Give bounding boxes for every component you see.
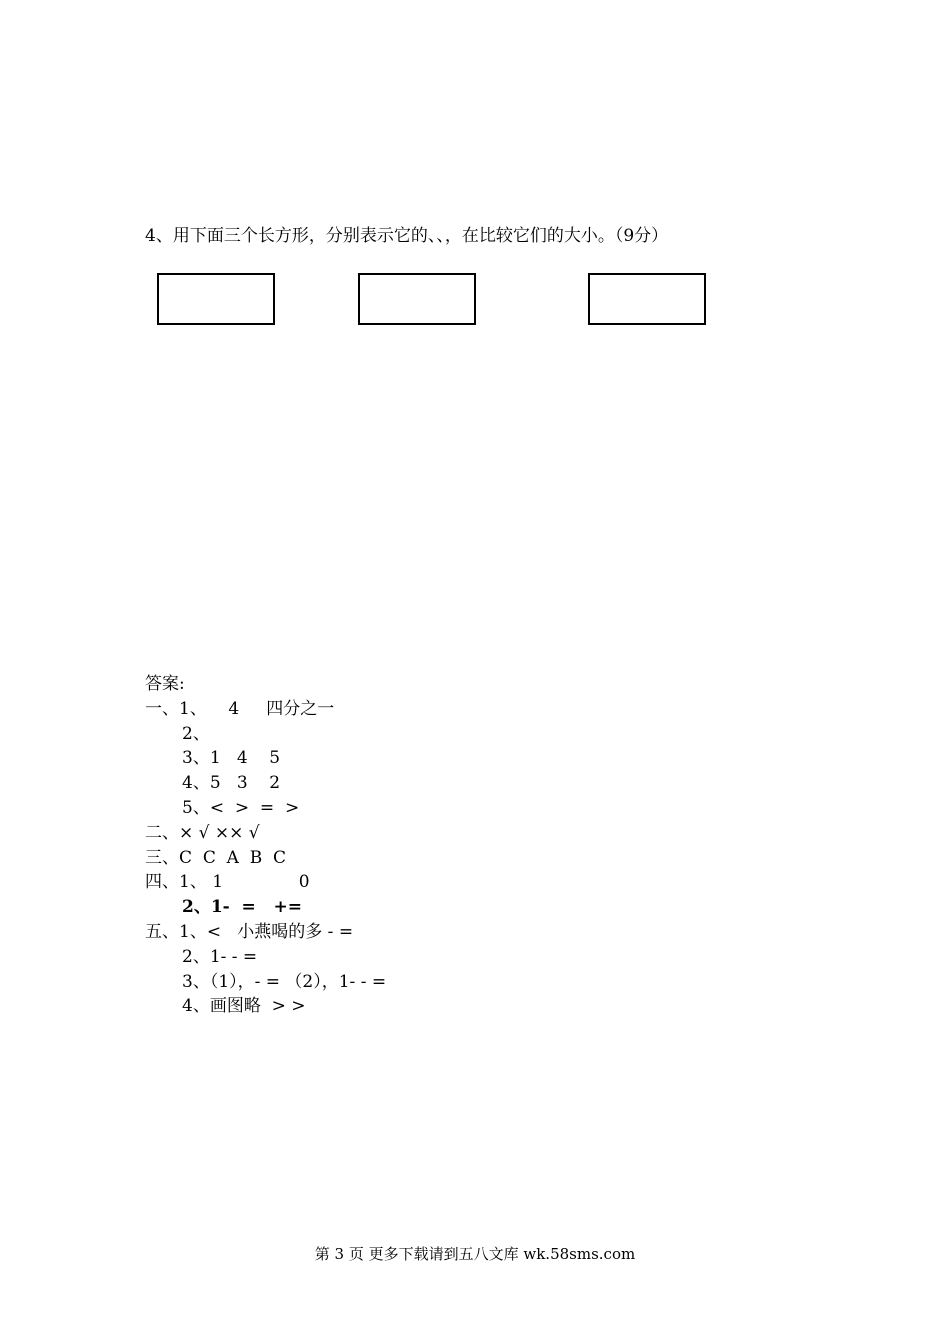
answer-line-9: 2、1- = += [182, 897, 303, 918]
question-4-text: 4、用下面三个长方形，分别表示它的、、，在比较它们的大小。（9分） [145, 226, 669, 246]
page-footer: 第 3 页 更多下载请到五八文库 wk.58sms.com [314, 1245, 636, 1263]
rectangle-2 [358, 273, 476, 325]
answer-line-5: 5、< > = > [182, 797, 300, 818]
answer-line-13: 4、画图略 > > [182, 996, 306, 1017]
rectangle-1 [157, 273, 275, 325]
answer-line-8: 四、1、 1 0 [145, 872, 310, 893]
answer-line-11: 2、1- - = [182, 946, 258, 967]
answer-line-1: 一、1、 4 四分之一 [145, 698, 335, 719]
answer-line-3: 3、1 4 5 [182, 748, 281, 769]
answer-line-2: 2、 [182, 723, 210, 744]
answer-line-10: 五、1、< 小燕喝的多 - = [145, 921, 354, 942]
answer-section [145, 672, 386, 1019]
answer-line-6: 二、× √ ×× √ [145, 822, 260, 843]
answer-line-4: 4、5 3 2 [182, 773, 281, 794]
answer-line-12: 3、（1），- = （2），1- - = [182, 971, 387, 992]
answer-line-7: 三、C C A B C [145, 847, 287, 868]
answer-heading: 答案: [145, 674, 185, 694]
rectangle-3 [588, 273, 706, 325]
